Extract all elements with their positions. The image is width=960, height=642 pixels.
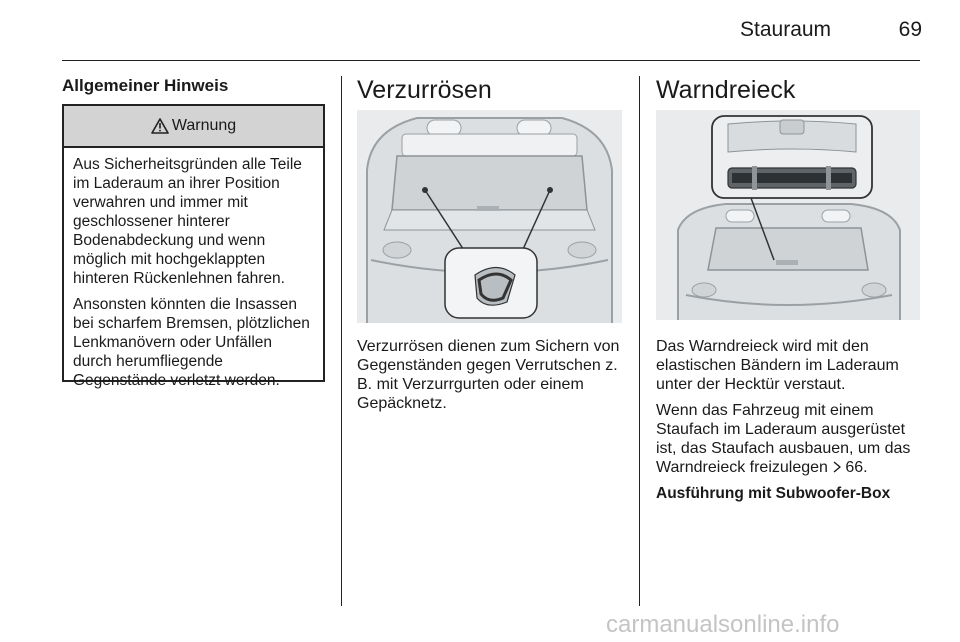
body-paragraph: Das Warndreieck wird mit den elastischen Bändern im Laderaum unter der Hecktür verstaut. (656, 338, 899, 393)
paragraph-end: . (863, 459, 868, 476)
page-reference-icon (832, 461, 842, 473)
warning-box (62, 104, 325, 389)
section-heading-warning-triangle: Warndreieck (656, 76, 796, 104)
warning-triangle-icon (151, 118, 169, 134)
lashing-eyes-text (357, 337, 627, 420)
page-header-title: Stauraum (740, 18, 832, 41)
header-rule (62, 60, 920, 61)
warning-title: Warnung (171, 117, 237, 134)
warning-triangle-stowage-illustration (656, 110, 920, 320)
section-heading-lashing-eyes: Verzurrösen (357, 76, 492, 104)
lashing-eyes-illustration (357, 110, 622, 323)
warning-body (64, 148, 323, 390)
body-paragraph: Verzurrösen dienen zum Sichern von Gegenständen gegen Verrutschen z. B. mit Verzurrgurten oder einem Gepäcknetz. (357, 338, 620, 412)
body-paragraph (656, 401, 924, 477)
section-heading-general-note: Allgemeiner Hinweis (62, 76, 229, 95)
warning-paragraph: Ansonsten könnten die Insassen bei scharfem Bremsen, plötzlichen Lenkmanövern oder Unfällen durch herumfliegende Gegenstände verletzt werden. (73, 296, 310, 389)
column-divider (341, 76, 342, 606)
warning-paragraph: Aus Sicherheitsgründen alle Teile im Laderaum an ihrer Position verwahren und immer mit geschlossener hinterer Bodenabdeckung und wenn möglich mit hochgeklappten hinteren Rückenlehnen fahren. (73, 156, 302, 287)
subheading-subwoofer-box: Ausführung mit Subwoofer-Box (656, 485, 891, 502)
page-number: 69 (898, 18, 922, 41)
watermark: carmanualsonline.info (606, 611, 840, 638)
column-divider (639, 76, 640, 606)
body-paragraph-text: Wenn das Fahrzeug mit einem Staufach im Laderaum ausgerüstet ist, das Staufach ausbauen, um das Warndreieck freizulegen (656, 402, 911, 476)
warning-triangle-text (656, 337, 924, 510)
warning-header (64, 106, 323, 148)
page-reference-link[interactable]: 66 (845, 459, 864, 476)
